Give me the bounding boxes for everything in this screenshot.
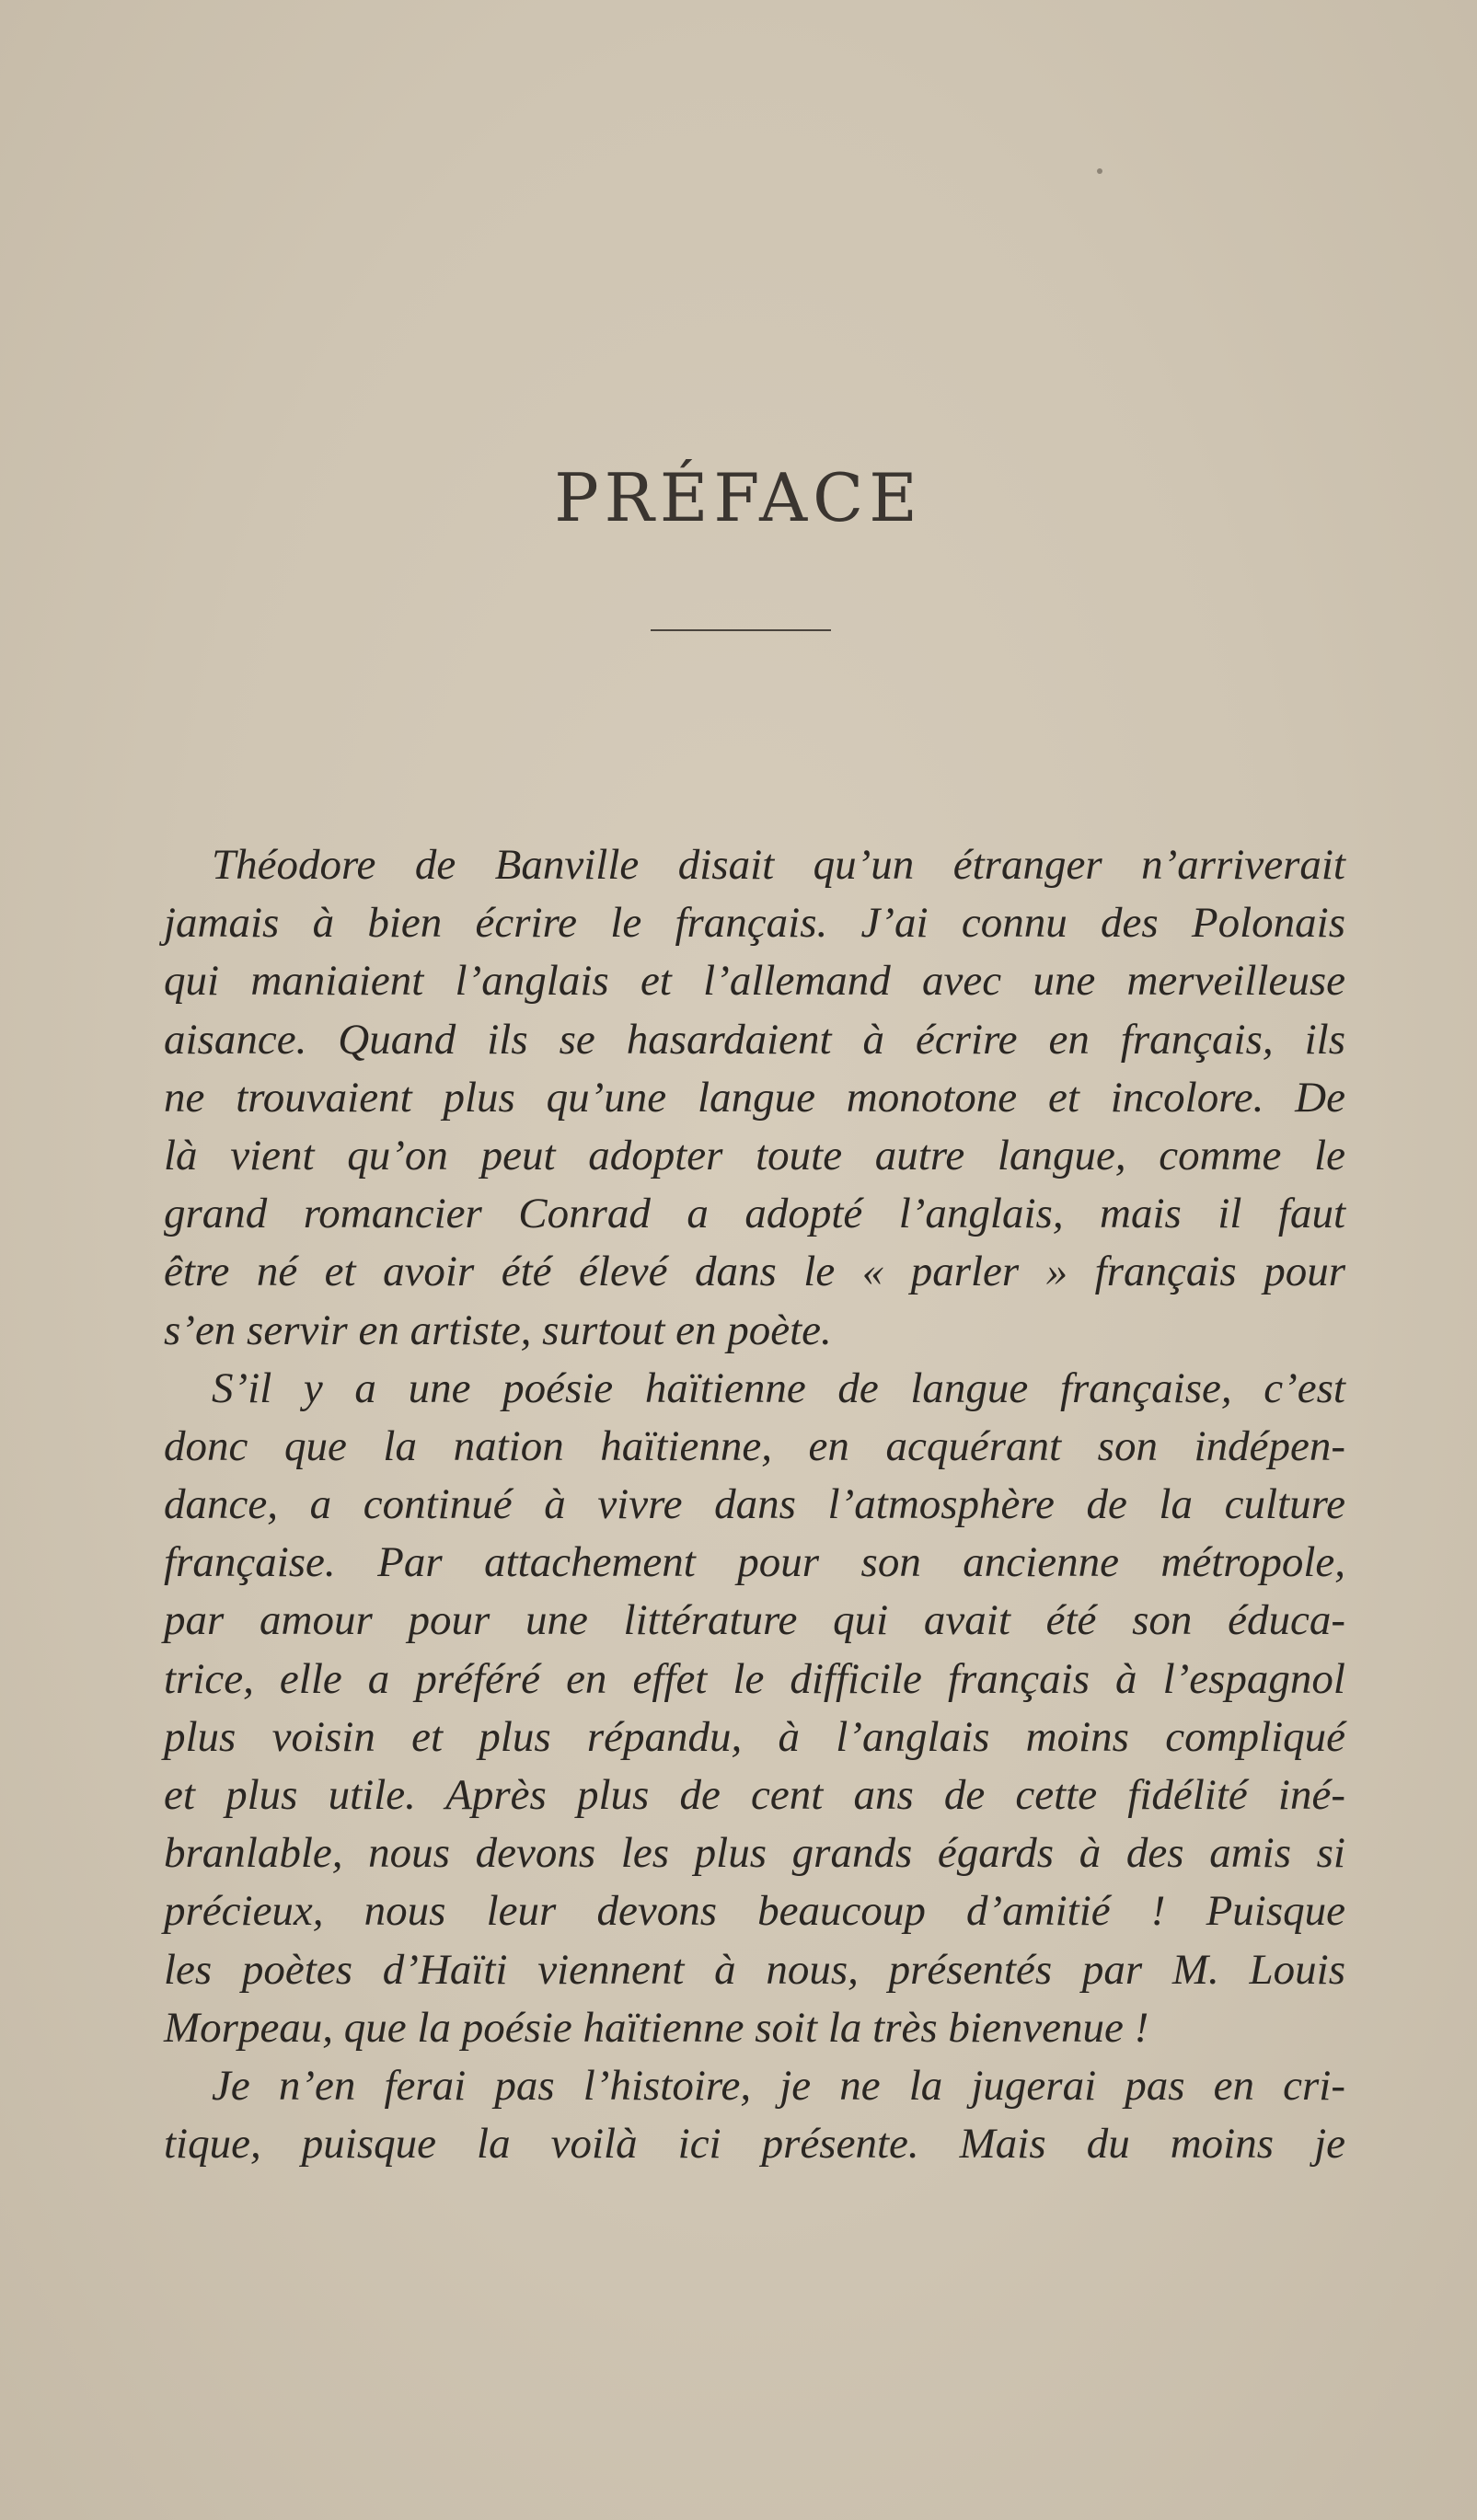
text-line: par amour pour une littérature qui avait été son éduca- <box>164 1596 1345 1645</box>
text-line: là vient qu’on peut adopter toute autre langue, comme le <box>164 1131 1345 1179</box>
text-line: jamais à bien écrire le français. J’ai connu des Polonais <box>164 899 1345 948</box>
text-line: trice, elle a préféré en effet le difficile français à l’espagnol <box>164 1654 1345 1703</box>
text-line: branlable, nous devons les plus grands égards à des amis si <box>164 1829 1345 1878</box>
title-rule <box>651 629 831 631</box>
text-line: Morpeau, que la poésie haïtienne soit la très bienvenue ! <box>164 2003 1149 2052</box>
text-line: et plus utile. Après plus de cent ans de cette fidélité iné- <box>164 1771 1345 1819</box>
text-line: aisance. Quand ils se hasardaient à écrire en français, ils <box>164 1015 1345 1064</box>
text-line: grand romancier Conrad a adopté l’anglais, mais il faut <box>164 1190 1345 1238</box>
text-line: donc que la nation haïtienne, en acquérant son indépen- <box>164 1421 1345 1470</box>
paper-speck <box>1097 168 1102 174</box>
text-line: plus voisin et plus répandu, à l’anglais moins compliqué <box>164 1712 1345 1761</box>
text-line: Je n’en ferai pas l’histoire, je ne la jugerai pas en cri- <box>212 2061 1345 2110</box>
text-line: s’en servir en artiste, surtout en poète. <box>164 1306 832 1354</box>
text-line: tique, puisque la voilà ici présente. Mais du moins je <box>164 2120 1345 2169</box>
text-line: précieux, nous leur devons beaucoup d’amitié ! Puisque <box>164 1887 1345 1936</box>
text-line: S’il y a une poésie haïtienne de langue française, c’est <box>212 1364 1345 1412</box>
page-title: PRÉFACE <box>554 459 923 536</box>
text-line: être né et avoir été élevé dans le « parler » français pour <box>164 1248 1345 1296</box>
text-line: Théodore de Banville disait qu’un étranger n’arriverait <box>212 841 1345 889</box>
preface-text <box>164 836 1345 2173</box>
text-line: ne trouvaient plus qu’une langue monotone et incolore. De <box>164 1073 1345 1122</box>
text-line: dance, a continué à vivre dans l’atmosphère de la culture <box>164 1480 1345 1529</box>
text-line: française. Par attachement pour son ancienne métropole, <box>164 1538 1345 1587</box>
text-line: les poètes d’Haïti viennent à nous, présentés par M. Louis <box>164 1945 1345 1994</box>
text-line: qui maniaient l’anglais et l’allemand avec une merveilleuse <box>164 957 1345 1006</box>
